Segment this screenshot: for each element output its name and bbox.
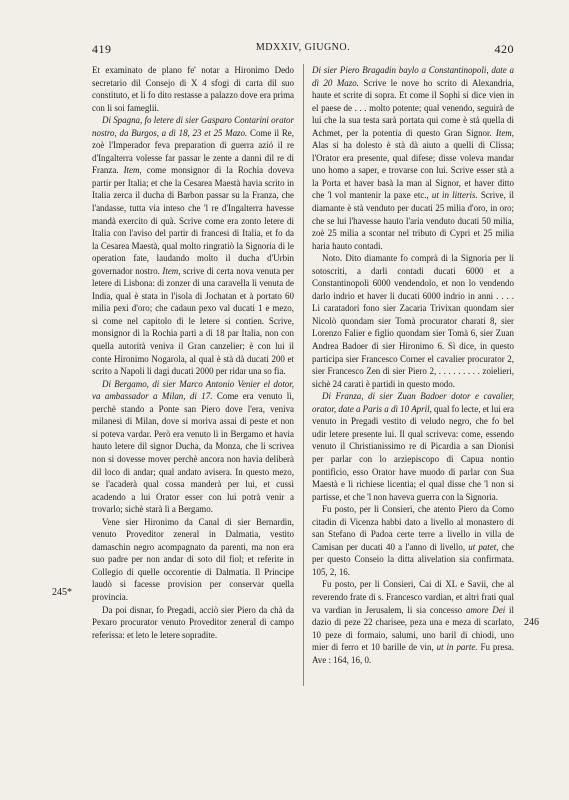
column-divider [303,64,304,686]
running-header [92,42,514,58]
paragraph: Fu posto, per li Consieri, che atento Piero da Como citadin di Vicenza habbi dato a livello al monastero di san Stefano di Padoa certe terre a livello in villa de Camisan per ducati 40 a l'anno di livello, ut patet, che per questo Conseio la ditta alivelation sia confirmata. 105, 2, 16. [312,504,515,577]
paragraph: Noto. Dito diamante fo comprà di la Signoria per li sotoscriti, a darli contadi ducati 6000 et a Constantinopoli 6000 vendendolo, et non lo vendendo darlo indrio et haver li ducati 6000 indrio in anni . . . . Li caratadori fono sier Zacaria Trivixan quondam sier Nicolò quondam sier Tomà procurator charati 8, sier Lorenzo Falier e figlio quondam sier Tomà 6, sier Zuan Andrea Badoer di sier Hironimo 6. Sì dice, in questo participa sier Francesco Corner el cavalier procurator 2, sier Francesco Zen di sier Piero 2, . . . . . . . . . zoielieri, sichè 24 carati è partidi in questo modo. [312,253,514,389]
paragraph: Di Franza, di sier Zuan Badoer dotor e cavalier, orator, date a Paris a dì 10 April, qual fo lecte, et lui era venuto in Pregadi vestito di veludo negro, che fo bel udir letere presente lui. Il qual scriveva: come, essendo venuto il Christianissimo re di Picardia a san Dionisi per parlar con lo arziepiscopo di Capua nontio pontificio, esso Orator have muodo di parlar con Sua Maestà e li richiese licentia; el qual disse che 'l non si partisse, et che 'l non haveva guerra con la Signoria. [312,391,514,502]
page-number-right: 420 [494,42,514,56]
section-heading: Di sier Piero Bragadin baylo a Constantinopoli, date a dì 20 Mazo. [312,65,514,88]
section-heading: Di Bergamo, di sier Marco Antonio Venier el dotor, va ambassador a Milan, di 17. [92,378,294,402]
paragraph: Da poi disnar, fo Pregadi, acciò sier Piero da chà da Pexaro procurator venuto Proveditor zeneral di campo referissa: et leto le letere sopradite. [92,604,294,640]
paragraph: Et examinato de plano fe' notar a Hironimo Dedo secretario dil Consejo di X 4 sfogi di carta dil suo constituto, et li fo dito restasse a palazzo dove era prima con li soi fameglii. [92,65,294,113]
running-title: MDXXIV, GIUGNO. [255,42,351,53]
paragraph: Vene sier Hironimo da Canal di sier Bernardin, venuto Proveditor zeneral in Dalmatia, vestito damaschin negro acompagnato da parenti, ma non era suo padre per non andar di soto dil fiol; et referite in Collegio di quelle occorentie di Dalmatia. Il Principe laudò si facesse provision per conservar quella provincia. [92,516,294,602]
left-column [92,64,294,641]
margin-number-left: 245* [52,587,72,598]
section-heading: Di Spagna, fo letere di sier Gasparo Contarini orator nostro, da Burgos, a dì 18, 23 et 25 Mazo. [92,115,294,138]
page-number-left: 419 [92,42,112,56]
section-heading: Di Franza, di sier Zuan Badoer dotor e cavalier, orator, date a Paris a dì 10 April, [312,391,514,414]
margin-number-right: 246 [524,617,539,628]
paragraph: Di sier Piero Bragadin baylo a Constantinopoli, date a dì 20 Mazo. Scrive le nove ho scrito di Alexandria, haute et scrite di sopra. Et come il Sophì si dice vien in el paese de . . . molto potente; qual venendo, seguirà de lui che la sua testa sarà portata qui come è stà quella di Achmet, per la potentia di questo Gran Signor. Item, Alas si ha dolesto è stà dà aiuto a quelli di Clissa; l'Orator era presente, qual difese; disse voleva mandar uno homo a saper, e trovarse con lui. Scrive esser stà a la Porta et haver basà la man al Signor, et haver ditto che 'l vol mantenir la paxe etc., ut in litteris. Scrive, il diamante è stà venduto per ducati 25 milia d'oro, in oro; che se lui l'havesse hauto l'aria venduto ducati 50 milia, zoè 25 milia a scontar nel tributo di Cypri et 25 milia haria hauto contadi. [312,65,515,251]
paragraph: Fu posto, per li Consieri, Cai di XL e Savii, che al reverendo frate di s. Francesco vardian, et altri frati qual va vardian in Jerusalem, li sia concesso amore Dei il dazio di peze 22 charisee, peza una e meza di scarlato, 10 peze di formaio, salumi, uno baril di chiodi, uno mier di ferro et 10 barille de vin, ut in parte. Fu presa. Ave : 164, 16, 0. [312,579,514,665]
paragraph: Di Bergamo, di sier Marco Antonio Venier el dotor, va ambassador a Milan, di 17. Come era venuto lì, perchè stando a Ponte san Piero dove l'era, veniva milanesi di Milan, dove si moriva assai di peste et non si poteva vardar. Però era venuto lì in Bergamo et havia hauto letere dil signor Ducha, da Monza, che li scrivea non si dovesse mover perchè ancora non havia deliberà dil loco di andar; qual andato avisera. In questo mezo, se l'acaderà qual cossa manderà per lui, et cussì acadendo a lui Orator esser con lui potrà venir a trovarlo; sichè starà lì a Bergamo. [92,378,294,515]
right-column [312,64,514,666]
paragraph: Di Spagna, fo letere di sier Gasparo Contarini orator nostro, da Burgos, a dì 18, 23 et 25 Mazo. Come il Re, zoè l'Imperador feva preparation di guerra azió il re d'Ingalterra volesse far passar le zente a danni dil re di Franza. Item, come monsignor di la Rochia doveva partir per Italia; et che la Cesarea Maestà havia scrito in Italia zerca il ducha di Barbon passar su la Franza, che l'andasse, tutta via inteso che 'l re d'Ingalterra havesse mandà exercito di quà. Scrive come era zonto letere di Italia con l'aviso del partir di francesi di Italia, et fo da la Cesarea Maestà, qual molto ringratiò la Signoria di le operation fate, laudando molto il ducha d'Urbin governador nostro. Item, scrive di certa nova venuta per letere di Lisbona: di zonzer di una caravella li venuta de India, qual è stata in l'isola di Jochatan et à portato 60 milia pexi d'oro; che cadaun pexo val ducati 1 e mezo, sì come nel capitolo di le letere si contien. Scrive, monsignor di la Rochia partì a dì 18 par Italia, non con quella autorità veniva il Gran canzelier; è con lui il conte Hironimo Nogarola, al qual è stà dà ducati 200 et scrito a Napoli li dagi ducati 2000 per ridar una so fia. [92,115,294,377]
